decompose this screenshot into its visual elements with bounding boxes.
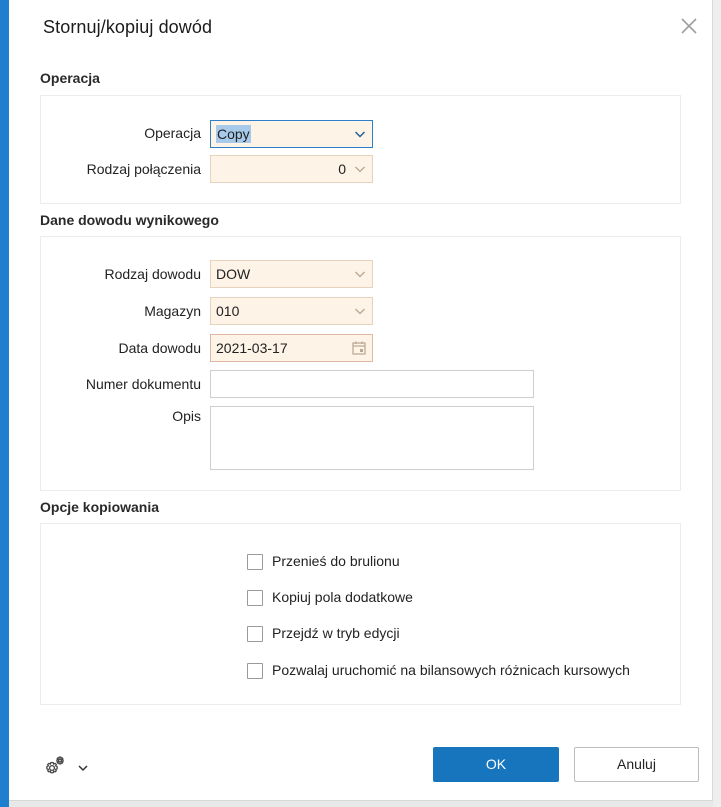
chevron-down-icon [77, 763, 89, 773]
storno-copy-dialog [9, 0, 712, 800]
warehouse-label: Magazyn [144, 303, 201, 319]
settings-dropdown-toggle[interactable] [77, 760, 89, 770]
panel-copy-options [40, 523, 681, 705]
chevron-down-icon [354, 269, 366, 279]
window-right-edge [712, 0, 721, 807]
operation-label: Operacja [144, 125, 201, 141]
checkbox[interactable] [247, 590, 263, 606]
warehouse-value: 010 [216, 303, 240, 319]
connection-type-value: 0 [338, 161, 346, 177]
section-title-result-document: Dane dowodu wynikowego [40, 212, 219, 228]
doc-date-picker[interactable] [210, 334, 373, 362]
chevron-down-icon [354, 129, 366, 139]
panel-operation [40, 95, 681, 204]
close-icon [678, 15, 700, 37]
doc-type-select[interactable] [210, 260, 373, 288]
description-textarea[interactable] [210, 406, 534, 470]
gear-icon [43, 754, 67, 778]
close-button[interactable] [678, 15, 700, 37]
panel-result-document [40, 236, 681, 491]
connection-type-select[interactable] [210, 155, 373, 183]
doc-date-label: Data dowodu [118, 340, 201, 356]
section-title-copy-options: Opcje kopiowania [40, 499, 160, 515]
doc-date-value: 2021-03-17 [216, 340, 288, 356]
ok-button[interactable]: OK [433, 747, 559, 782]
connection-type-label: Rodzaj połączenia [86, 161, 201, 177]
chevron-down-icon [354, 164, 366, 174]
settings-button[interactable] [43, 754, 67, 778]
doc-type-label: Rodzaj dowodu [104, 266, 201, 282]
doc-number-input[interactable] [210, 370, 534, 398]
checkbox[interactable] [247, 663, 263, 679]
cancel-button[interactable]: Anuluj [574, 747, 699, 782]
checkbox[interactable] [247, 626, 263, 642]
checkbox-label: Przejdź w tryb edycji [272, 625, 400, 641]
doc-type-value: DOW [216, 266, 251, 282]
checkbox-label: Kopiuj pola dodatkowe [272, 589, 413, 605]
checkbox-label: Przenieś do brulionu [272, 553, 400, 569]
doc-number-label: Numer dokumentu [85, 376, 201, 392]
checkbox[interactable] [247, 554, 263, 570]
checkbox-label: Pozwalaj uruchomić na bilansowych różnicach kursowych [272, 662, 630, 678]
window-accent-bar [0, 0, 9, 807]
calendar-icon[interactable] [351, 340, 367, 356]
chevron-down-icon [354, 306, 366, 316]
warehouse-select[interactable] [210, 297, 373, 325]
window-bottom-edge [9, 800, 713, 807]
description-label: Opis [172, 408, 201, 424]
dialog-title: Stornuj/kopiuj dowód [43, 17, 213, 37]
section-title-operation: Operacja [40, 70, 100, 86]
operation-select[interactable] [210, 120, 373, 148]
operation-value: Copy [217, 126, 250, 142]
